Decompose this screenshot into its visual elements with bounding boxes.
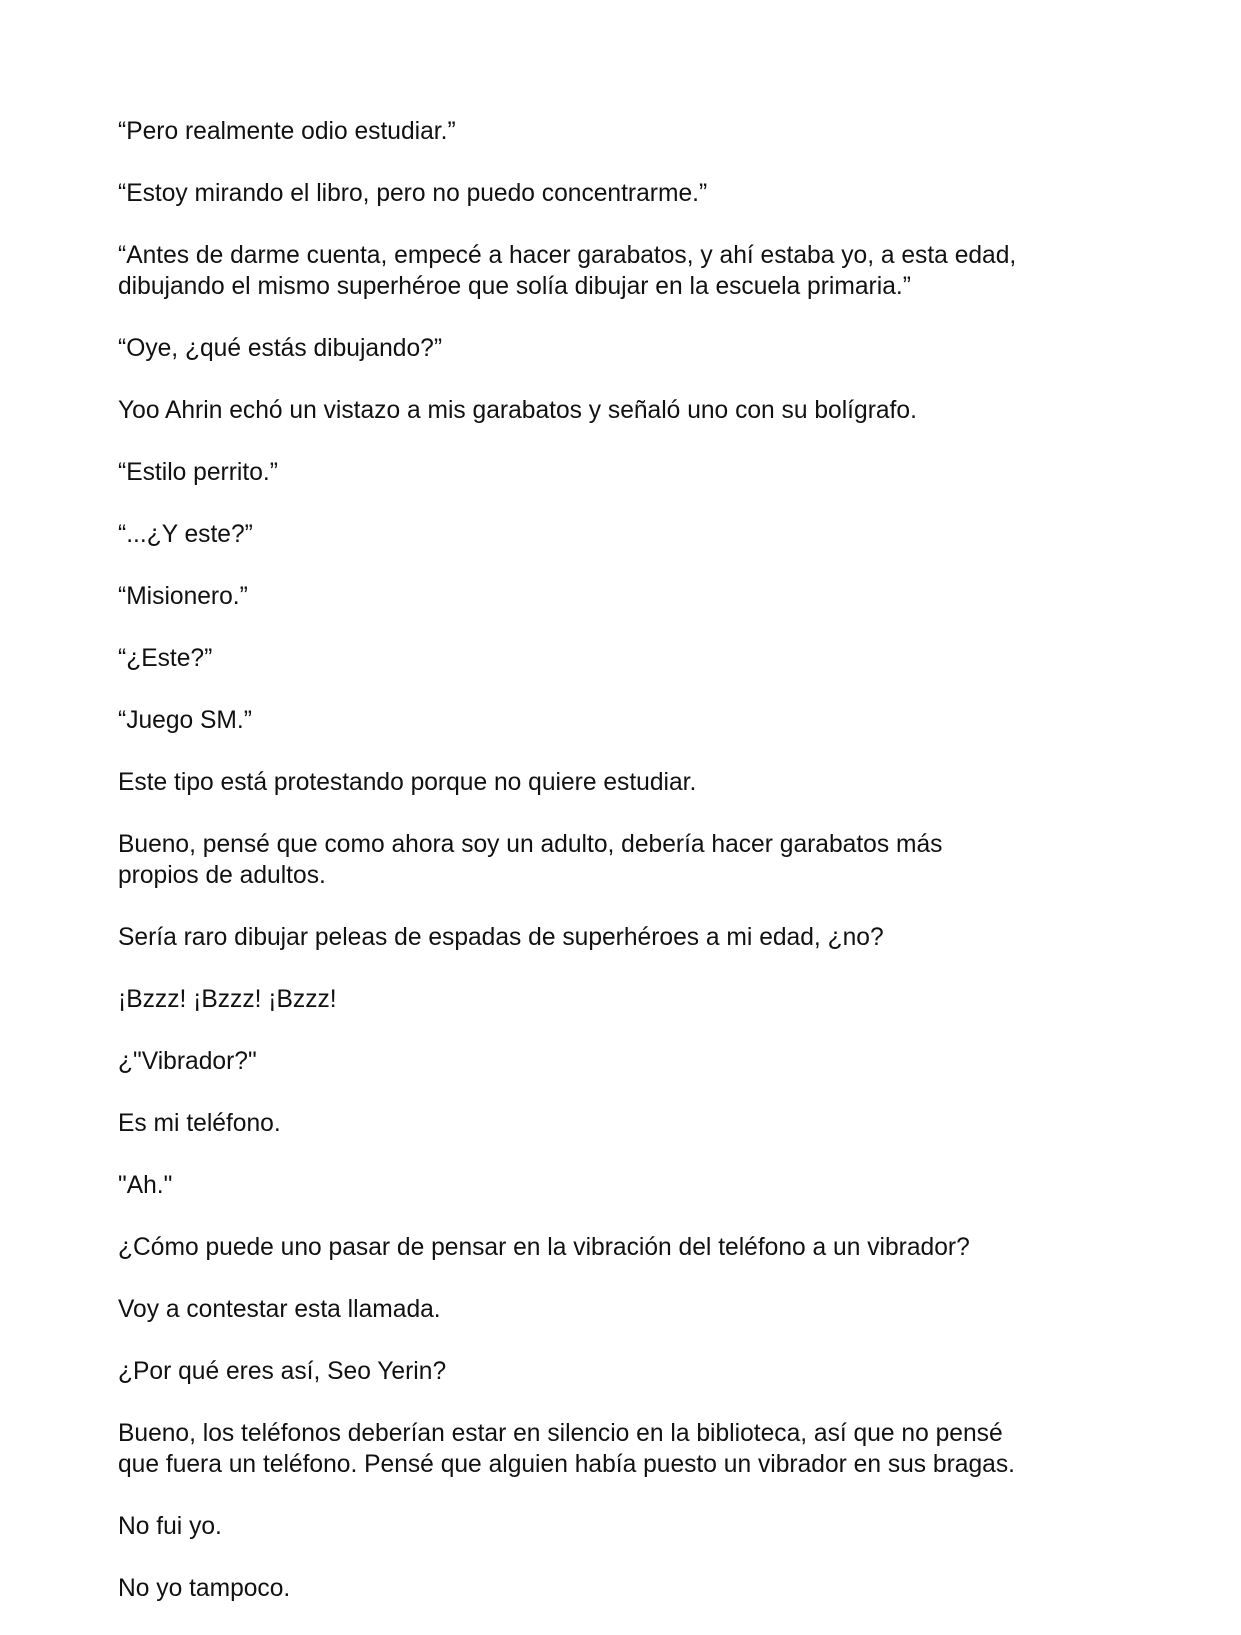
paragraph-11: Este tipo está protestando porque no quiere estudiar. [118,769,697,796]
paragraph-8: “Misionero.” [118,583,248,610]
paragraph-12: Bueno, pensé que como ahora soy un adulto, debería hacer garabatos más propios de adultos. [118,831,943,889]
paragraph-5: Yoo Ahrin echó un vistazo a mis garabatos y señaló uno con su bolígrafo. [118,397,917,424]
paragraph-9: “¿Este?” [118,645,213,672]
paragraph-2: “Estoy mirando el libro, pero no puedo concentrarme.” [118,180,708,207]
paragraph-16: Es mi teléfono. [118,1110,281,1137]
paragraph-4: “Oye, ¿qué estás dibujando?” [118,335,443,362]
paragraph-15: ¿"Vibrador?" [118,1048,257,1075]
paragraph-13: Sería raro dibujar peleas de espadas de superhéroes a mi edad, ¿no? [118,924,884,951]
paragraph-19: Voy a contestar esta llamada. [118,1296,441,1323]
paragraph-18: ¿Cómo puede uno pasar de pensar en la vibración del teléfono a un vibrador? [118,1234,970,1261]
paragraph-1: “Pero realmente odio estudiar.” [118,118,456,145]
paragraph-10: “Juego SM.” [118,707,252,734]
paragraph-17: "Ah." [118,1172,173,1199]
paragraph-14: ¡Bzzz! ¡Bzzz! ¡Bzzz! [118,986,337,1013]
document-body [118,116,1118,1635]
paragraph-22: No fui yo. [118,1513,222,1540]
paragraph-6: “Estilo perrito.” [118,459,278,486]
paragraph-3: “Antes de darme cuenta, empecé a hacer garabatos, y ahí estaba yo, a esta edad, dibujando el mismo superhéroe que solía dibujar en la escuela primaria.” [118,242,1017,300]
paragraph-7: “...¿Y este?” [118,521,253,548]
paragraph-21: Bueno, los teléfonos deberían estar en silencio en la biblioteca, así que no pensé que fuera un teléfono. Pensé que alguien había puesto un vibrador en sus bragas. [118,1420,1015,1478]
paragraph-23: No yo tampoco. [118,1575,291,1602]
paragraph-20: ¿Por qué eres así, Seo Yerin? [118,1358,447,1385]
